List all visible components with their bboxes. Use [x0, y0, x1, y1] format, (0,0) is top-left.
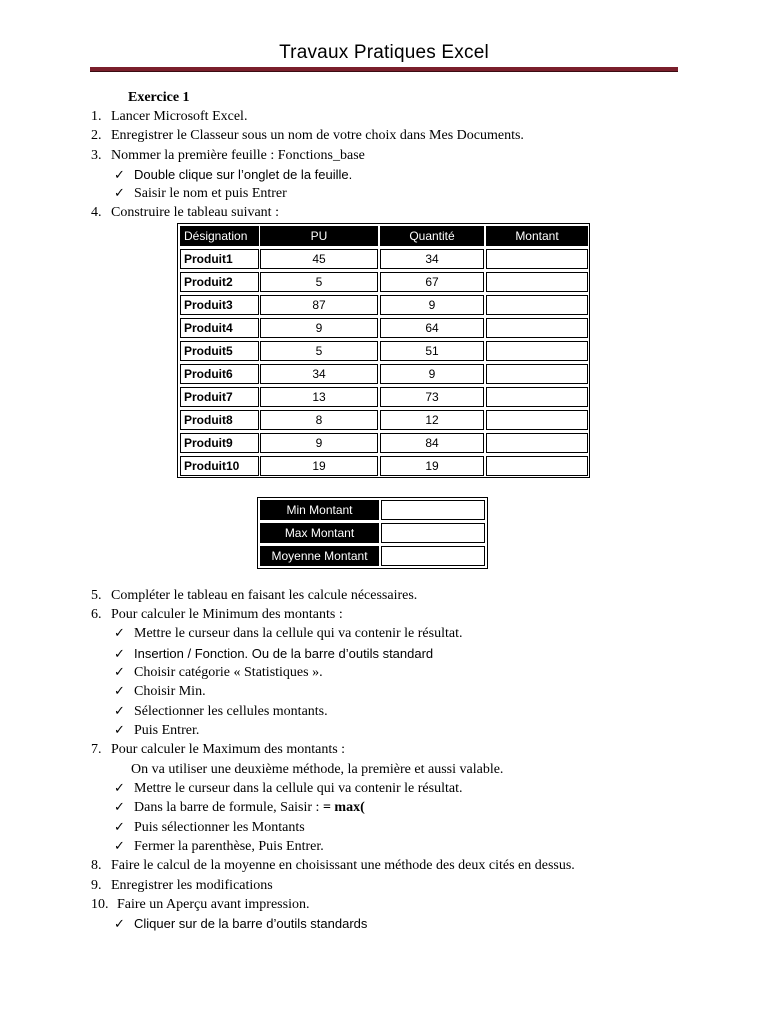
header-designation: Désignation [180, 226, 259, 246]
cell-quantite: 67 [380, 272, 484, 292]
substep-3a [114, 166, 352, 185]
summary-label-max: Max Montant [260, 523, 379, 543]
step-3 [91, 147, 365, 165]
substep-7c [114, 819, 305, 837]
substep-3b [114, 185, 287, 203]
check-icon: ✓ [114, 684, 125, 699]
step-7-note: On va utiliser une deuxième méthode, la première et aussi valable. [131, 762, 504, 777]
step-number: 1. [91, 109, 102, 124]
substep-text: Mettre le curseur dans la cellule qui va contenir le résultat. [134, 626, 463, 641]
check-icon: ✓ [114, 917, 125, 932]
step-number: 10. [91, 897, 109, 912]
cell-quantite: 9 [380, 364, 484, 384]
check-icon: ✓ [114, 820, 125, 835]
formula-text: = max( [322, 800, 365, 815]
substep-6d [114, 683, 206, 701]
cell-designation: Produit3 [180, 295, 259, 315]
step-text: Compléter le tableau en faisant les calcule nécessaires. [111, 588, 418, 603]
cell-montant [486, 410, 588, 430]
substep-7b [114, 799, 365, 817]
step-number: 9. [91, 878, 102, 893]
summary-value-max [381, 523, 485, 543]
summary-value-min [381, 500, 485, 520]
substep-text: Choisir Min. [134, 684, 206, 699]
substep-text: Saisir le nom et puis Entrer [134, 186, 287, 201]
step-number: 2. [91, 128, 102, 143]
cell-montant [486, 387, 588, 407]
step-text: Nommer la première feuille : Fonctions_base [111, 148, 365, 163]
cell-montant [486, 364, 588, 384]
check-icon: ✓ [114, 704, 125, 719]
step-text: Construire le tableau suivant : [111, 205, 279, 220]
substep-6f [114, 722, 199, 740]
cell-quantite: 84 [380, 433, 484, 453]
step-number: 3. [91, 148, 102, 163]
substep-text: Choisir catégorie « Statistiques ». [134, 665, 323, 680]
cell-montant [486, 456, 588, 476]
check-icon: ✓ [114, 665, 125, 680]
cell-designation: Produit10 [180, 456, 259, 476]
cell-quantite: 19 [380, 456, 484, 476]
step-4 [91, 204, 279, 222]
cell-pu: 34 [260, 364, 378, 384]
header-pu: PU [260, 226, 378, 246]
cell-quantite: 9 [380, 295, 484, 315]
substep-6c [114, 664, 323, 682]
check-icon: ✓ [114, 800, 125, 815]
substep-text: Mettre le curseur dans la cellule qui va contenir le résultat. [134, 781, 463, 796]
cell-designation: Produit9 [180, 433, 259, 453]
substep-6e [114, 703, 328, 721]
substep-7d [114, 838, 324, 856]
cell-designation: Produit7 [180, 387, 259, 407]
substep-text: Insertion / Fonction. Ou de la barre d’outils standard [134, 646, 434, 661]
step-10 [91, 896, 309, 914]
step-8 [91, 857, 575, 875]
check-icon: ✓ [114, 781, 125, 796]
substep-text: Dans la barre de formule, Saisir : [134, 800, 323, 815]
cell-pu: 5 [260, 341, 378, 361]
cell-quantite: 51 [380, 341, 484, 361]
cell-pu: 13 [260, 387, 378, 407]
cell-pu: 8 [260, 410, 378, 430]
step-number: 8. [91, 858, 102, 873]
cell-pu: 87 [260, 295, 378, 315]
cell-designation: Produit8 [180, 410, 259, 430]
substep-6a [114, 625, 462, 643]
check-icon: ✓ [114, 168, 125, 183]
substep-text: Fermer la parenthèse, Puis Entrer. [134, 839, 324, 854]
cell-designation: Produit4 [180, 318, 259, 338]
substep-text: Sélectionner les cellules montants. [134, 704, 328, 719]
cell-pu: 19 [260, 456, 378, 476]
step-9 [91, 877, 273, 895]
substep-6b [114, 645, 433, 664]
cell-montant [486, 341, 588, 361]
step-text: Enregistrer le Classeur sous un nom de votre choix dans Mes Documents. [111, 128, 524, 143]
summary-label-min: Min Montant [260, 500, 379, 520]
cell-pu: 9 [260, 433, 378, 453]
cell-pu: 45 [260, 249, 378, 269]
check-icon: ✓ [114, 839, 125, 854]
substep-text: Cliquer sur de la barre d’outils standards [134, 916, 368, 931]
check-icon: ✓ [114, 647, 125, 662]
header-quantite: Quantité [380, 226, 484, 246]
step-text: Pour calculer le Maximum des montants : [111, 742, 346, 757]
step-number: 7. [91, 742, 102, 757]
cell-montant [486, 433, 588, 453]
summary-value-moyenne [381, 546, 485, 566]
exercise-title: Exercice 1 [128, 90, 190, 105]
cell-quantite: 64 [380, 318, 484, 338]
step-1 [91, 108, 247, 126]
step-number: 5. [91, 588, 102, 603]
title-rule [90, 67, 678, 72]
step-number: 6. [91, 607, 102, 622]
substep-text: Puis sélectionner les Montants [134, 820, 305, 835]
cell-designation: Produit2 [180, 272, 259, 292]
cell-quantite: 12 [380, 410, 484, 430]
cell-montant [486, 249, 588, 269]
step-5 [91, 587, 417, 605]
page-title: Travaux Pratiques Excel [279, 42, 489, 63]
substep-text: Double clique sur l’onglet de la feuille. [134, 167, 353, 182]
cell-pu: 9 [260, 318, 378, 338]
summary-label-moyenne: Moyenne Montant [260, 546, 379, 566]
substep-7a [114, 780, 462, 798]
products-table [177, 223, 590, 478]
cell-quantite: 73 [380, 387, 484, 407]
check-icon: ✓ [114, 723, 125, 738]
cell-montant [486, 318, 588, 338]
step-text: Faire le calcul de la moyenne en choisissant une méthode des deux cités en dessus. [111, 858, 575, 873]
check-icon: ✓ [114, 626, 125, 641]
check-icon: ✓ [114, 186, 125, 201]
substep-10a [114, 915, 367, 934]
substep-text: Puis Entrer. [134, 723, 200, 738]
step-text: Pour calculer le Minimum des montants : [111, 607, 343, 622]
cell-quantite: 34 [380, 249, 484, 269]
summary-table [257, 497, 488, 569]
step-7 [91, 741, 345, 759]
cell-montant [486, 272, 588, 292]
step-text: Enregistrer les modifications [111, 878, 273, 893]
cell-designation: Produit5 [180, 341, 259, 361]
step-text: Faire un Aperçu avant impression. [117, 897, 310, 912]
cell-designation: Produit1 [180, 249, 259, 269]
step-text: Lancer Microsoft Excel. [111, 109, 248, 124]
cell-montant [486, 295, 588, 315]
header-montant: Montant [486, 226, 588, 246]
step-number: 4. [91, 205, 102, 220]
cell-designation: Produit6 [180, 364, 259, 384]
cell-pu: 5 [260, 272, 378, 292]
step-6 [91, 606, 343, 624]
step-2 [91, 127, 524, 145]
